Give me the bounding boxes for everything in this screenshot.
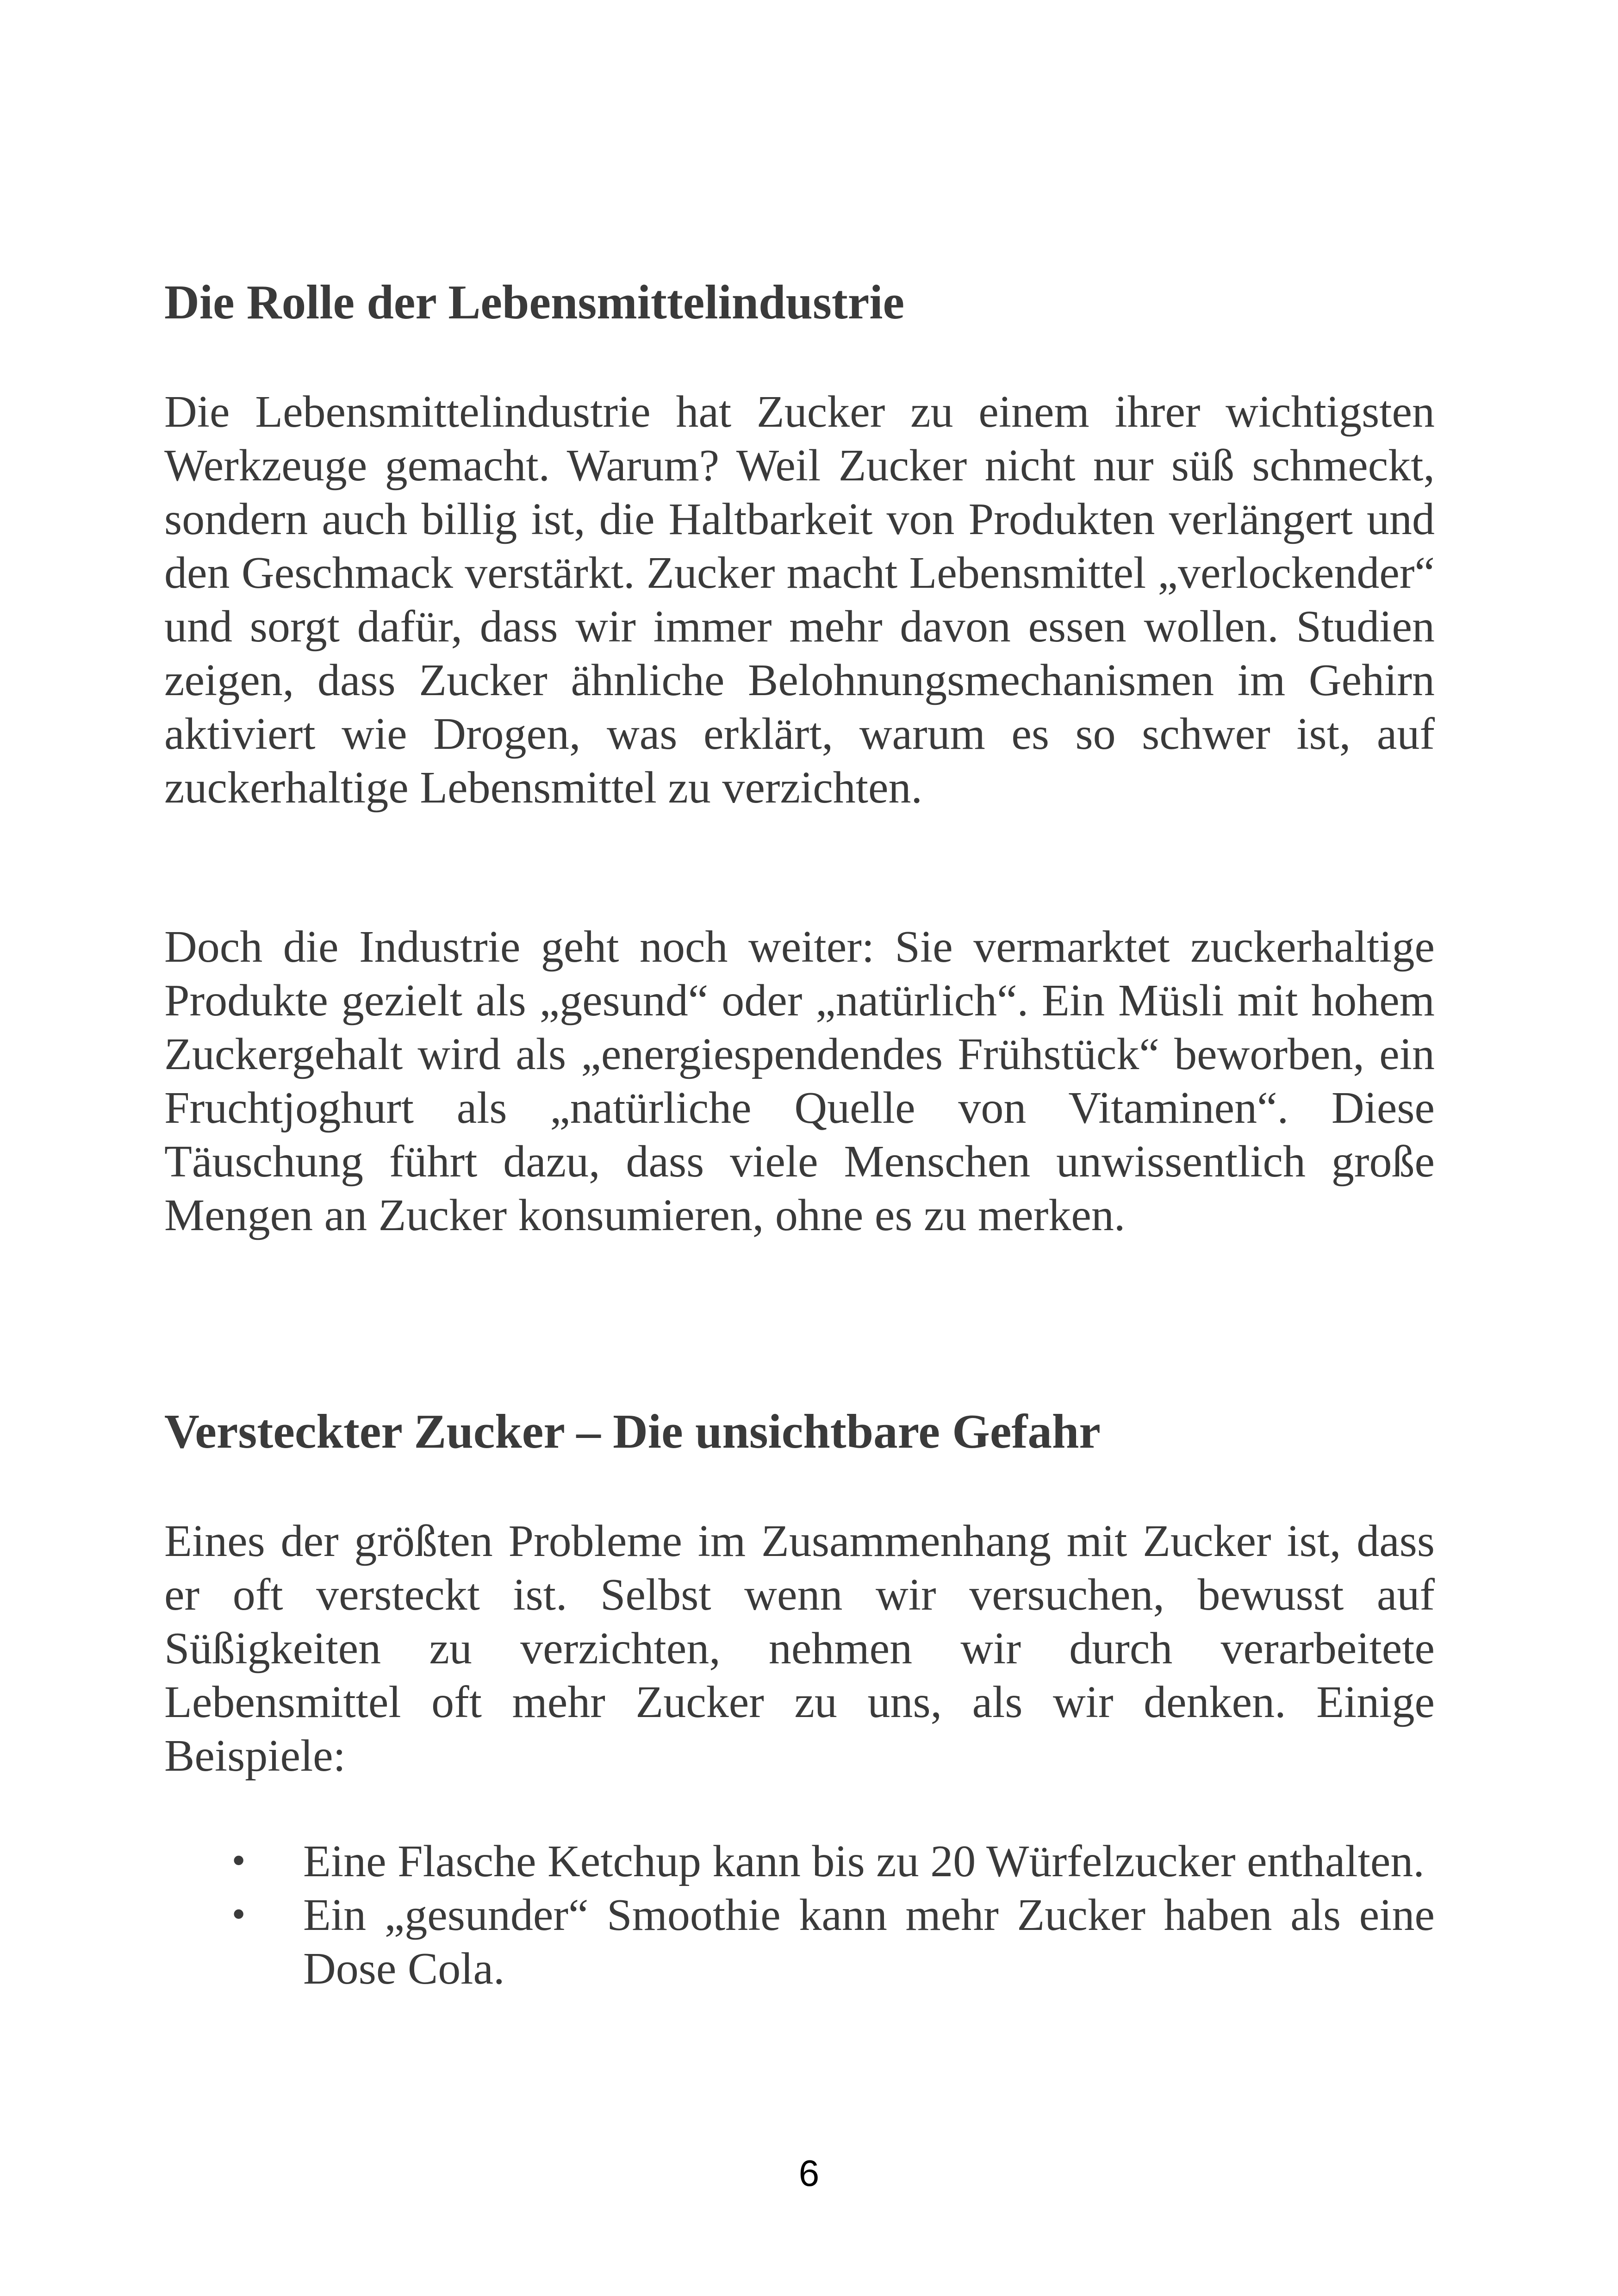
page-number: 6 — [798, 2153, 820, 2194]
paragraph-food-industry-intro: Die Lebensmittelindustrie hat Zucker zu einem ihrer wichtigsten Werkzeuge gemacht. Warum? Weil Zucker nicht nur süß schmeckt, sondern auch billig ist, die Haltbarkeit von Produkten verlängert und den Geschmack verstärkt. Zucker macht Lebensmittel „verlockender“ und sorgt dafür, dass wir immer mehr davon essen wollen. Studien zeigen, dass Zucker ähnliche Belohnungsmechanismen im Gehirn aktiviert wie Drogen, was erklärt, warum es so schwer ist, auf zuckerhaltige Lebensmittel zu verzichten. — [164, 387, 1435, 813]
section-heading-food-industry: Die Rolle der Lebensmittelindustrie — [164, 275, 905, 329]
list-item — [164, 1888, 1435, 1996]
bullet-icon: • — [229, 1896, 249, 1934]
list-item-text: Ein „gesunder“ Smoothie kann mehr Zucker haben als eine Dose Cola. — [303, 1890, 1435, 1994]
paragraph-food-industry-marketing: Doch die Industrie geht noch weiter: Sie vermarktet zuckerhaltige Produkte gezielt als „gesund“ oder „natürlich“. Ein Müsli mit hohem Zuckergehalt wird als „energiespendendes Frühstück“ beworben, ein Fruchtjoghurt als „natürliche Quelle von Vitaminen“. Diese Täuschung führt dazu, dass viele Menschen unwissentlich große Mengen an Zucker konsumieren, ohne es zu merken. — [164, 922, 1435, 1240]
examples-list — [164, 1835, 1435, 1996]
list-item-text: Eine Flasche Ketchup kann bis zu 20 Würfelzucker enthalten. — [303, 1836, 1425, 1886]
list-item — [164, 1835, 1435, 1888]
paragraph-hidden-sugar-intro: Eines der größten Probleme im Zusammenhang mit Zucker ist, dass er oft versteckt ist. Selbst wenn wir versuchen, bewusst auf Süßigkeiten zu verzichten, nehmen wir durch verarbeitete Lebensmittel oft mehr Zucker zu uns, als wir denken. Einige Beispiele: — [164, 1516, 1435, 1781]
bullet-icon: • — [229, 1842, 249, 1880]
section-heading-hidden-sugar: Versteckter Zucker – Die unsichtbare Gefahr — [164, 1404, 1101, 1458]
